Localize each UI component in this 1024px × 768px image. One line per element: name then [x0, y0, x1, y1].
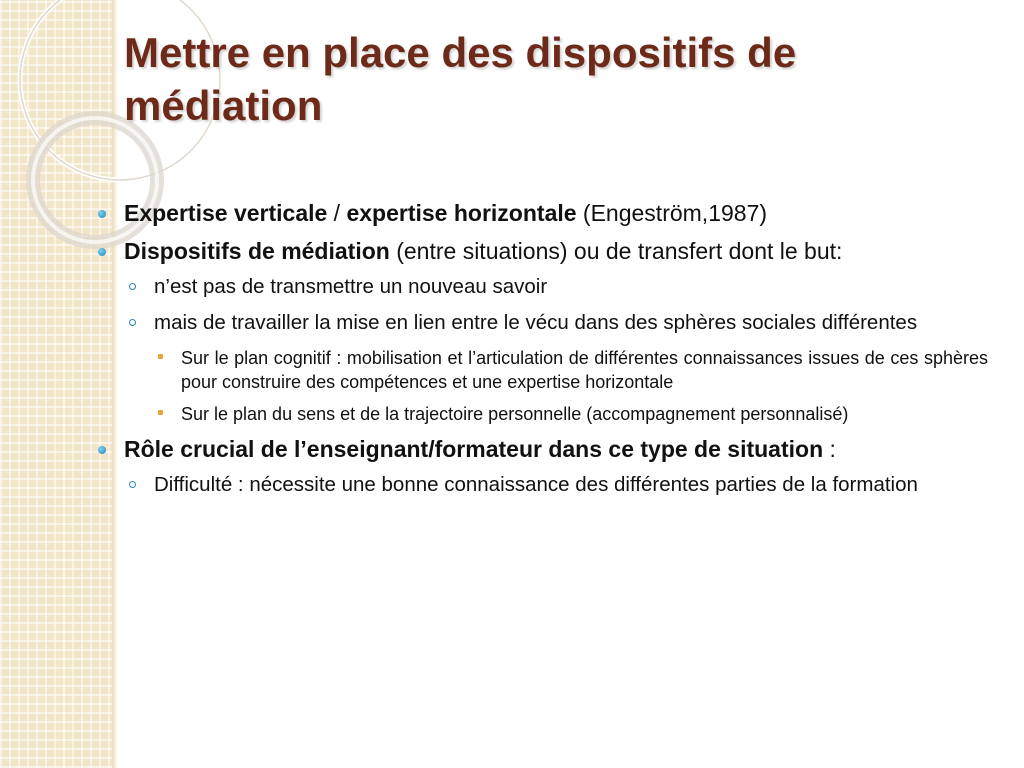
bullet-text: :: [823, 436, 836, 462]
sub-bullet-text: mais de travailler la mise en lien entre le vécu dans des sphères sociales différentes: [154, 311, 918, 334]
bullet-expertise: [96, 198, 988, 228]
slide-body: [96, 198, 988, 508]
hollow-circle-bullet-icon: [129, 481, 136, 488]
bullet-bold-text: Expertise verticale: [124, 200, 328, 226]
bullet-text: /: [327, 200, 347, 226]
sub-bullet: [96, 274, 988, 300]
sub-sub-bullet: [96, 402, 988, 426]
hollow-circle-bullet-icon: [129, 319, 136, 326]
sub-sub-bullet: [96, 346, 988, 394]
filled-circle-bullet-icon: [98, 210, 106, 218]
small-square-bullet-icon: [158, 354, 163, 359]
sub-sub-bullet-text: Sur le plan cognitif : mobilisation et l’articulation de différentes connaissances issues de ces sphères pour construire des compétences et une expertise horizontale: [181, 348, 988, 392]
slide-title: Mettre en place des dispositifs de médiation: [124, 29, 797, 129]
hollow-circle-bullet-icon: [129, 283, 136, 290]
bullet-bold-text: Rôle crucial de l’enseignant/formateur dans ce type de situation: [124, 436, 824, 462]
bullet-role: [96, 434, 988, 464]
bullet-citation: (Engeström,1987): [576, 200, 768, 226]
bullet-text: (entre situations) ou de transfert dont le but:: [389, 238, 843, 264]
sub-sub-bullet-text: Sur le plan du sens et de la trajectoire personnelle (accompagnement personnalisé): [181, 404, 849, 424]
filled-circle-bullet-icon: [98, 248, 106, 256]
filled-circle-bullet-icon: [98, 446, 106, 454]
sub-bullet: [96, 310, 988, 336]
bullet-dispositifs: [96, 236, 988, 266]
small-square-bullet-icon: [158, 410, 163, 415]
sub-bullet: [96, 472, 988, 498]
sub-bullet-text: n’est pas de transmettre un nouveau savoir: [154, 275, 548, 298]
bullet-bold-text: expertise horizontale: [346, 200, 577, 226]
bullet-bold-text: Dispositifs de médiation: [124, 238, 390, 264]
sub-bullet-text: Difficulté : nécessite une bonne connaissance des différentes parties de la formation: [154, 473, 918, 496]
